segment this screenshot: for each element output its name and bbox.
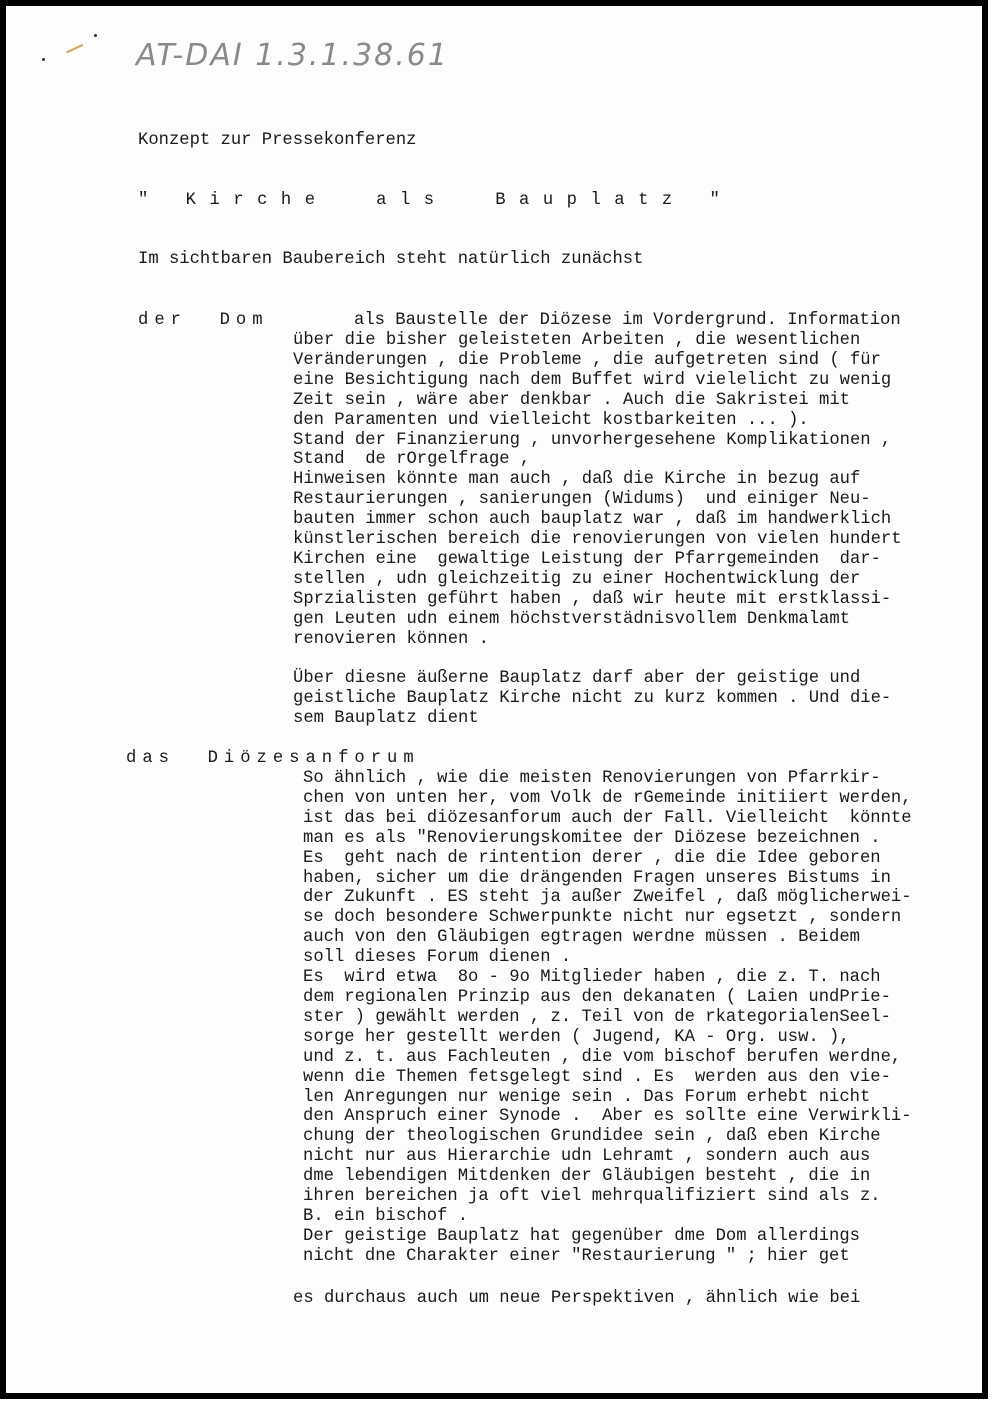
dom-line: sem Bauplatz dient: [293, 709, 479, 729]
forum-line: Es geht nach de rintention derer , die die Idee geboren: [303, 848, 881, 868]
dom-line: Veränderungen , die Probleme , die aufgetreten sind ( für: [293, 350, 881, 370]
dom-line: Stand de rOrgelfrage ,: [293, 450, 531, 470]
dom-line: Stand der Finanzierung , unvorhergesehene Komplikationen ,: [293, 430, 892, 450]
forum-line: auch von den Gläubigen egtragen werdne müssen . Beidem: [303, 928, 860, 948]
forum-line: Es wird etwa 8o - 9o Mitglieder haben , die z. T. nach: [303, 968, 881, 988]
forum-line: haben, sicher um die drängenden Fragen unseres Bistums in: [303, 868, 891, 888]
dom-line: Zeit sein , wäre aber denkbar . Auch die Sakristei mit: [293, 390, 850, 410]
dom-line: Restaurierungen , sanierungen (Widums) und einiger Neu-: [293, 490, 871, 510]
dom-line: künstlerischen bereich die renovierungen von vielen hundert: [293, 530, 902, 550]
section-label-forum: das Diözesanforum: [126, 749, 420, 768]
section-label-dom: der Dom: [138, 311, 269, 330]
forum-line: sorge her gestellt werden ( Jugend, KA - Org. usw. ),: [303, 1027, 850, 1047]
forum-line: Der geistige Bauplatz hat gegenüber dme Dom allerdings: [303, 1226, 860, 1246]
dom-line: Kirchen eine gewaltige Leistung der Pfarrgemeinden dar-: [293, 549, 881, 569]
forum-line: nicht dne Charakter einer "Restaurierung " ; hier get: [303, 1246, 850, 1266]
speck: [42, 58, 45, 61]
archive-signature: AT-DAI 1.3.1.38.61: [136, 38, 449, 73]
dom-line: gen Leuten udn einem höchstverstädnisvollem Denkmalamt: [293, 609, 850, 629]
dom-line: eine Besichtigung nach dem Buffet wird vielelicht zu wenig: [293, 370, 892, 390]
forum-line: der Zukunft . ES steht ja außer Zweifel , daß möglicherwei-: [303, 888, 912, 908]
forum-line: nicht nur aus Hierarchie udn Lehramt , sondern auch aus: [303, 1147, 871, 1167]
forum-line: dme lebendigen Mitdenken der Gläubigen besteht , die in: [303, 1167, 871, 1187]
forum-line: chen von unten her, vom Volk de rGemeinde initiiert werden,: [303, 788, 912, 808]
dom-line: Über diesne äußerne Bauplatz darf aber der geistige und: [293, 669, 861, 689]
forum-line: man es als "Renovierungskomitee der Diözese bezeichnen .: [303, 828, 881, 848]
dom-line: bauten immer schon auch bauplatz war , daß im handwerklich: [293, 510, 892, 530]
forum-line: se doch besondere Schwerpunkte nicht nur egsetzt , sondern: [303, 908, 902, 928]
forum-line: len Anregungen nur wenige sein . Das Forum erhebt nicht: [303, 1087, 871, 1107]
forum-line: und z. t. aus Fachleuten , die vom bischof berufen werdne,: [303, 1047, 902, 1067]
forum-paragraph: [303, 769, 912, 1267]
dom-line: den Paramenten und vielleicht kostbarkeiten ... ).: [293, 410, 809, 430]
forum-line: den Anspruch einer Synode . Aber es sollte eine Verwirkli-: [303, 1107, 912, 1127]
forum-line: ist das bei diözesanforum auch der Fall. Vielleicht könnte: [303, 808, 912, 828]
forum-line: soll dieses Forum dienen .: [303, 948, 572, 968]
document-subtitle: " Kirche als Bauplatz ": [138, 191, 734, 210]
forum-line: ihren bereichen ja oft viel mehrqualifiziert sind als z.: [303, 1187, 881, 1207]
dom-line: Sprzialisten geführt haben , daß wir heute mit erstklassi-: [293, 589, 892, 609]
dom-line: geistliche Bauplatz Kirche nicht zu kurz kommen . Und die-: [293, 689, 892, 709]
dom-first-line: als Baustelle der Diözese im Vordergrund. Information: [354, 311, 901, 330]
intro-line: Im sichtbaren Baubereich steht natürlich zunächst: [138, 250, 644, 269]
forum-line: B. ein bischof .: [303, 1206, 469, 1226]
forum-line: ster ) gewählt werden , z. Teil von de rkategorialenSeel-: [303, 1007, 891, 1027]
dom-line: renovieren können .: [293, 629, 489, 649]
forum-line: chung der theologischen Grundidee sein , daß eben Kirche: [303, 1127, 881, 1147]
forum-line: dem regionalen Prinzip aus den dekanaten ( Laien undPrie-: [303, 987, 891, 1007]
forum-line: wenn die Themen fetsgelegt sind . Es werden aus den vie-: [303, 1067, 891, 1087]
forum-line: So ähnlich , wie die meisten Renovierungen von Pfarrkir-: [303, 769, 881, 788]
dom-line: [293, 650, 902, 670]
dom-line: über die bisher geleisteten Arbeiten , die wesentlichen: [293, 331, 861, 350]
dom-paragraph: [293, 331, 902, 729]
dom-line: stellen , udn gleichzeitig zu einer Hochentwicklung der: [293, 569, 861, 589]
forum-last-line: es durchaus auch um neue Perspektiven , ähnlich wie bei: [293, 1289, 861, 1308]
speck: [94, 34, 97, 37]
dom-line: Hinweisen könnte man auch , daß die Kirche in bezug auf: [293, 470, 861, 490]
document-title: Konzept zur Pressekonferenz: [138, 131, 417, 150]
pen-mark: [63, 37, 84, 54]
